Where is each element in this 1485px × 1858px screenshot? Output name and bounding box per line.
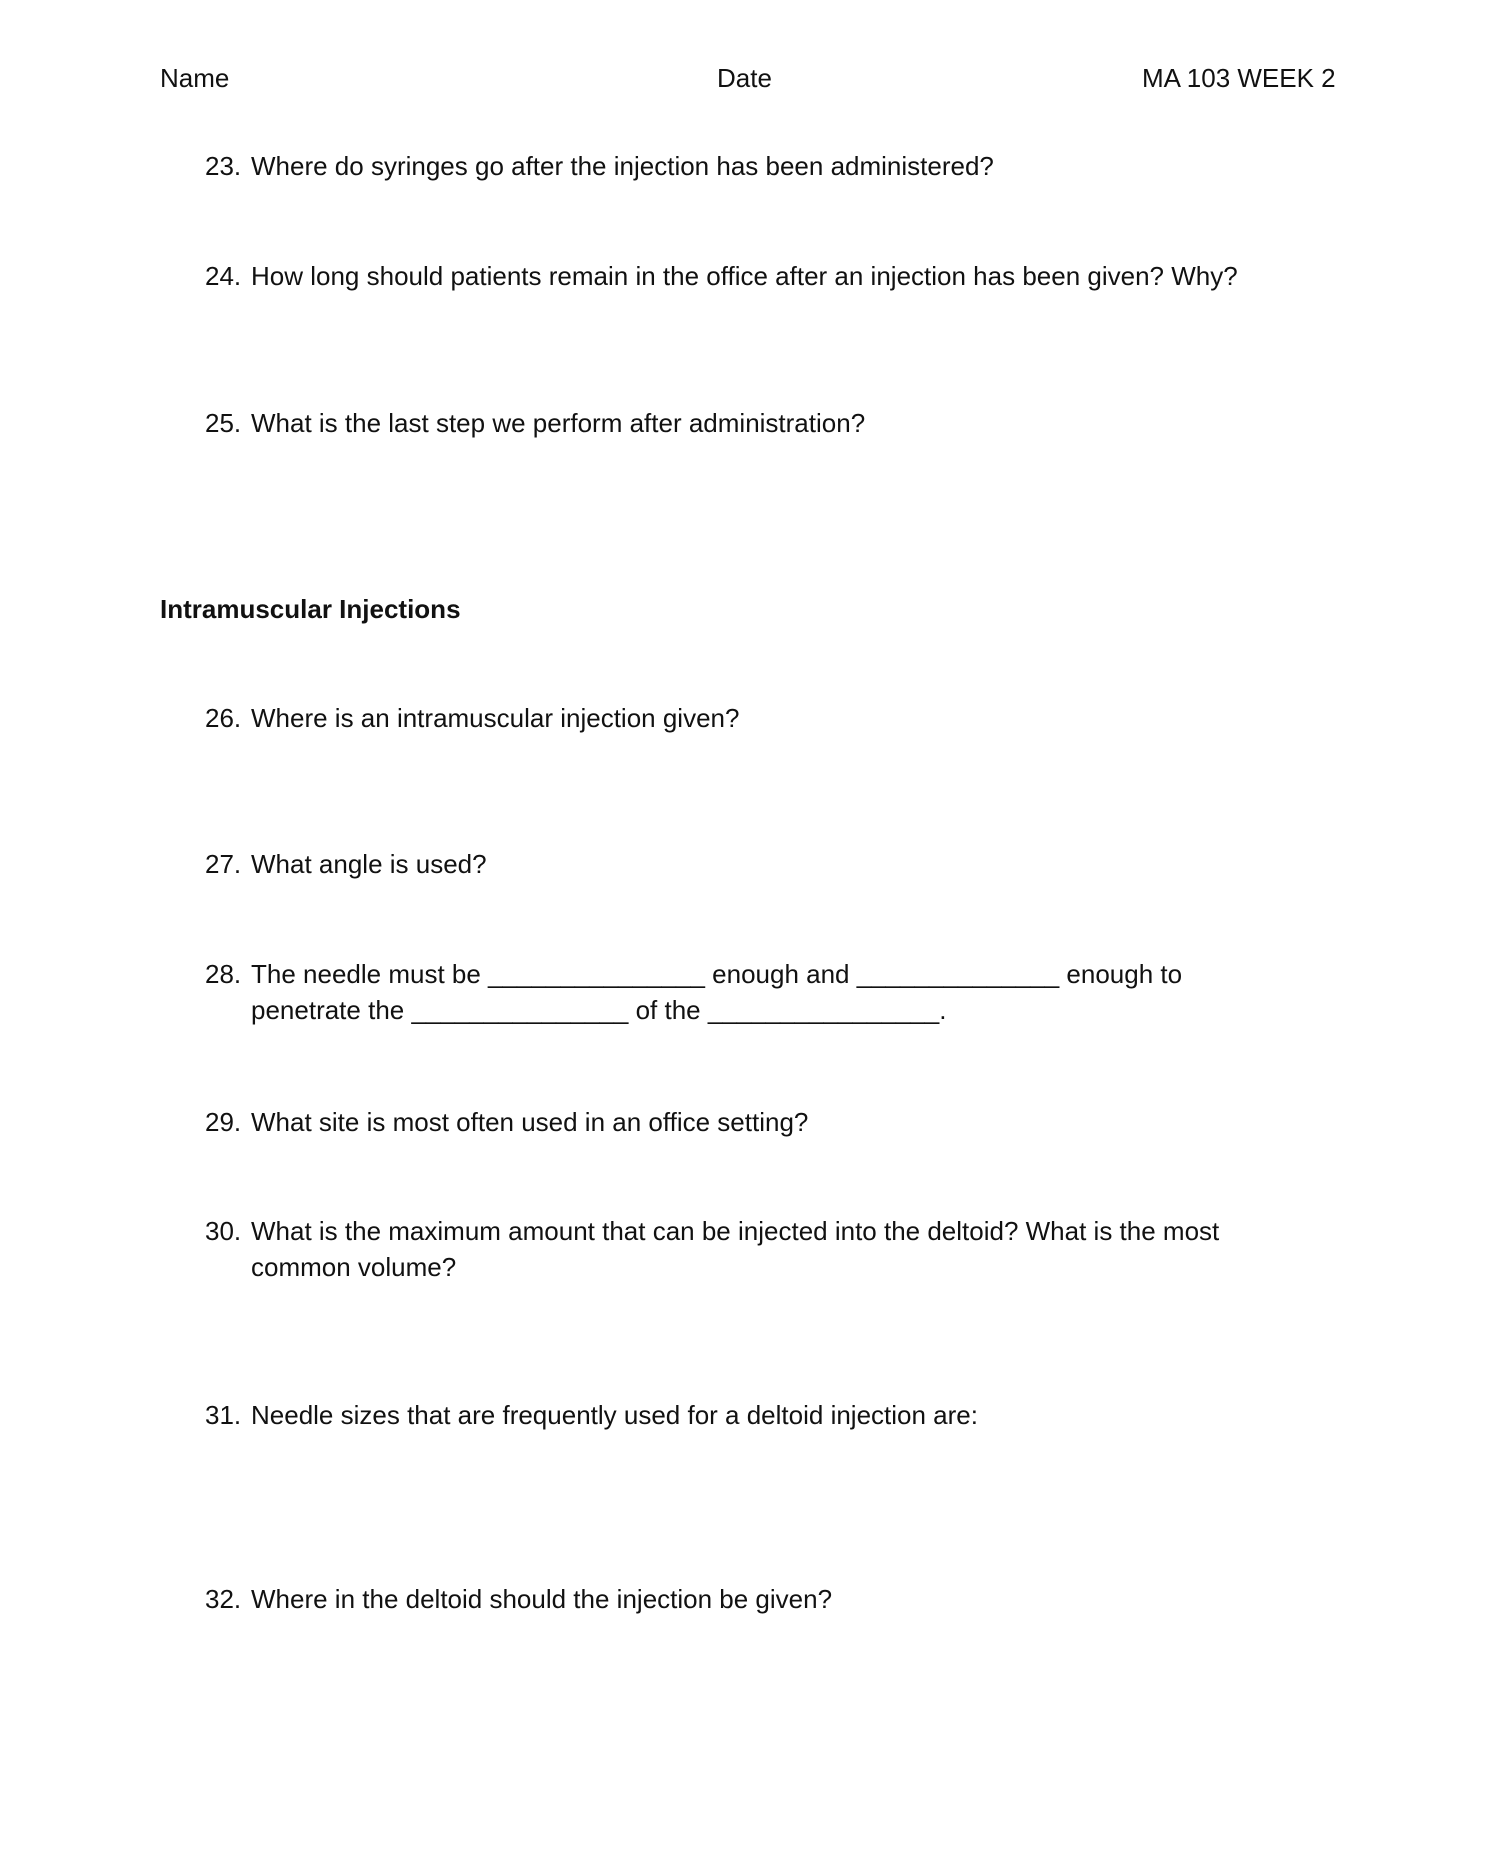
question-number: 24.: [205, 261, 242, 291]
question-text-continuation: common volume?: [251, 1252, 457, 1282]
question-number: 27.: [205, 849, 242, 879]
question-number: 32.: [205, 1584, 242, 1614]
question-text: What angle is used?: [251, 849, 487, 879]
question-text-continuation: penetrate the _______________ of the ________________.: [251, 995, 947, 1025]
question-text: What is the last step we perform after administration?: [251, 408, 866, 438]
question-text: The needle must be _______________ enough and ______________ enough to: [251, 959, 1183, 989]
question-28: [205, 956, 1182, 1028]
question-25: [205, 405, 865, 441]
question-text: Where in the deltoid should the injection be given?: [251, 1584, 833, 1614]
question-text: What is the maximum amount that can be injected into the deltoid? What is the most: [251, 1216, 1220, 1246]
question-26: [205, 700, 739, 736]
question-30: [205, 1213, 1219, 1285]
question-text: Needle sizes that are frequently used for a deltoid injection are:: [251, 1400, 978, 1430]
question-24: [205, 258, 1238, 294]
question-text: Where is an intramuscular injection given?: [251, 703, 740, 733]
question-number: 31.: [205, 1400, 242, 1430]
question-text: How long should patients remain in the office after an injection has been given? Why?: [251, 261, 1238, 291]
question-31: [205, 1397, 978, 1433]
question-text: Where do syringes go after the injection has been administered?: [251, 151, 994, 181]
question-text: What site is most often used in an office setting?: [251, 1107, 809, 1137]
question-number: 29.: [205, 1107, 242, 1137]
question-number: 26.: [205, 703, 242, 733]
name-label: Name: [160, 63, 230, 93]
question-number: 28.: [205, 959, 242, 989]
date-label: Date: [717, 63, 772, 93]
question-23: [205, 148, 994, 184]
question-27: [205, 846, 487, 882]
question-29: [205, 1104, 808, 1140]
question-number: 23.: [205, 151, 242, 181]
section-title: Intramuscular Injections: [160, 594, 461, 624]
course-label: MA 103 WEEK 2: [1142, 63, 1336, 93]
question-number: 25.: [205, 408, 242, 438]
question-32: [205, 1581, 832, 1617]
question-number: 30.: [205, 1216, 242, 1246]
